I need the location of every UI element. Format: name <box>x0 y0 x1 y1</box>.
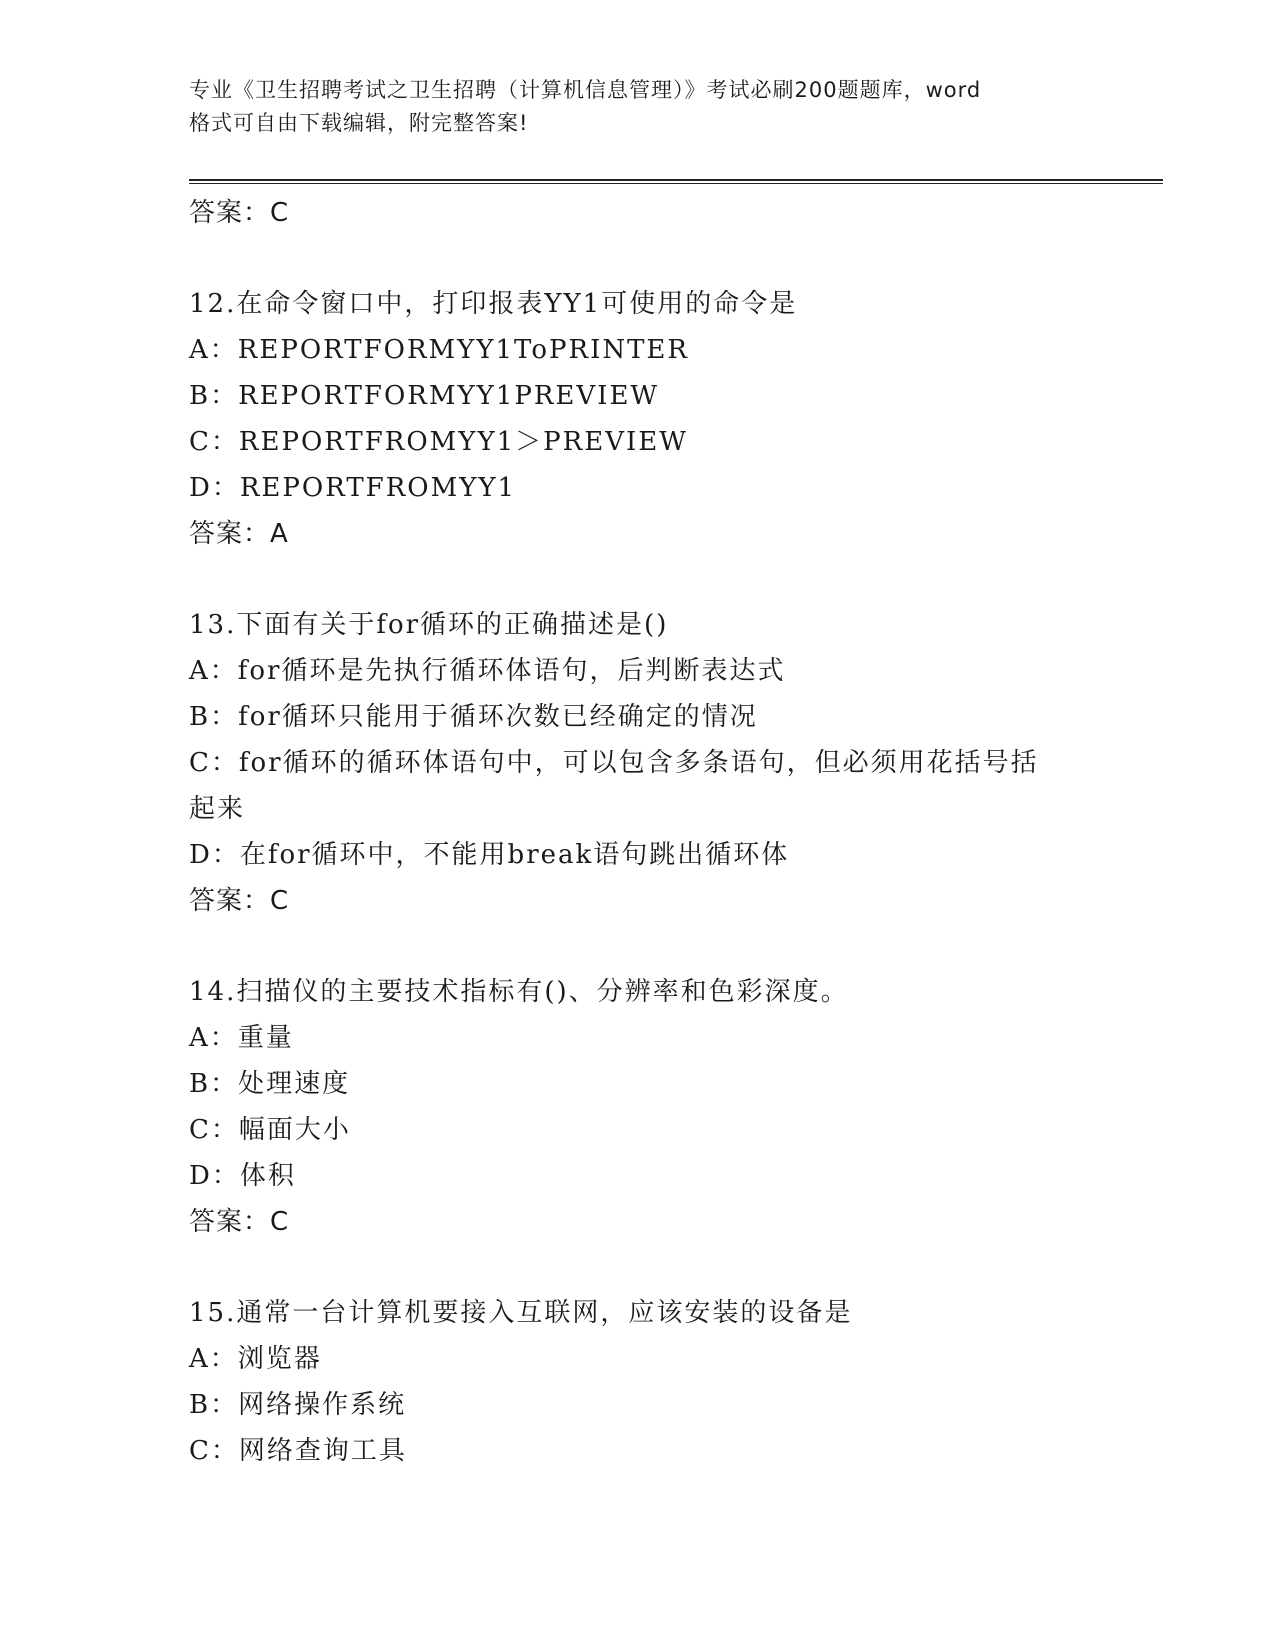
question-stem: 13.下面有关于for循环的正确描述是() <box>189 610 669 640</box>
option-b: B：REPORTFORMYY1PREVIEW <box>189 381 660 411</box>
answer-line: 答案：A <box>189 519 289 549</box>
option-a: A：浏览器 <box>189 1344 322 1374</box>
header-title-line-2: 格式可自由下载编辑，附完整答案! <box>189 111 529 135</box>
question-stem: 12.在命令窗口中，打印报表YY1可使用的命令是 <box>189 289 798 319</box>
header-divider <box>189 179 1163 184</box>
question-content <box>189 190 1089 1474</box>
spacer <box>189 236 1089 281</box>
spacer <box>189 557 1089 602</box>
question-15 <box>189 1290 1089 1474</box>
document-header <box>189 74 1089 140</box>
spacer <box>189 924 1089 969</box>
question-12 <box>189 281 1089 557</box>
option-b: B：for循环只能用于循环次数已经确定的情况 <box>189 702 758 732</box>
option-b: B：处理速度 <box>189 1069 351 1099</box>
option-c: C：REPORTFROMYY1＞PREVIEW <box>189 427 688 457</box>
option-c-continued: 起来 <box>189 794 246 824</box>
option-a: A：重量 <box>189 1023 294 1053</box>
option-d: D：体积 <box>189 1161 296 1191</box>
question-14 <box>189 969 1089 1245</box>
answer-line: 答案：C <box>189 1207 290 1237</box>
question-13 <box>189 602 1089 924</box>
option-c: C：幅面大小 <box>189 1115 351 1145</box>
option-d: D：在for循环中，不能用break语句跳出循环体 <box>189 840 790 870</box>
question-stem: 14.扫描仪的主要技术指标有()、分辨率和色彩深度。 <box>189 977 849 1007</box>
option-d: D：REPORTFROMYY1 <box>189 473 517 503</box>
option-c: C：for循环的循环体语句中，可以包含多条语句，但必须用花括号括 <box>189 748 1039 778</box>
answer-line: 答案：C <box>189 886 290 916</box>
question-stem: 15.通常一台计算机要接入互联网，应该安装的设备是 <box>189 1298 853 1328</box>
option-a: A：for循环是先执行循环体语句，后判断表达式 <box>189 656 786 686</box>
option-c: C：网络查询工具 <box>189 1436 407 1466</box>
header-title-line-1: 专业《卫生招聘考试之卫生招聘（计算机信息管理）》考试必刷200题题库，word <box>189 78 982 102</box>
option-a: A：REPORTFORMYY1ToPRINTER <box>189 335 689 365</box>
spacer <box>189 1245 1089 1290</box>
option-b: B：网络操作系统 <box>189 1390 407 1420</box>
answer-line: 答案：C <box>189 198 290 228</box>
